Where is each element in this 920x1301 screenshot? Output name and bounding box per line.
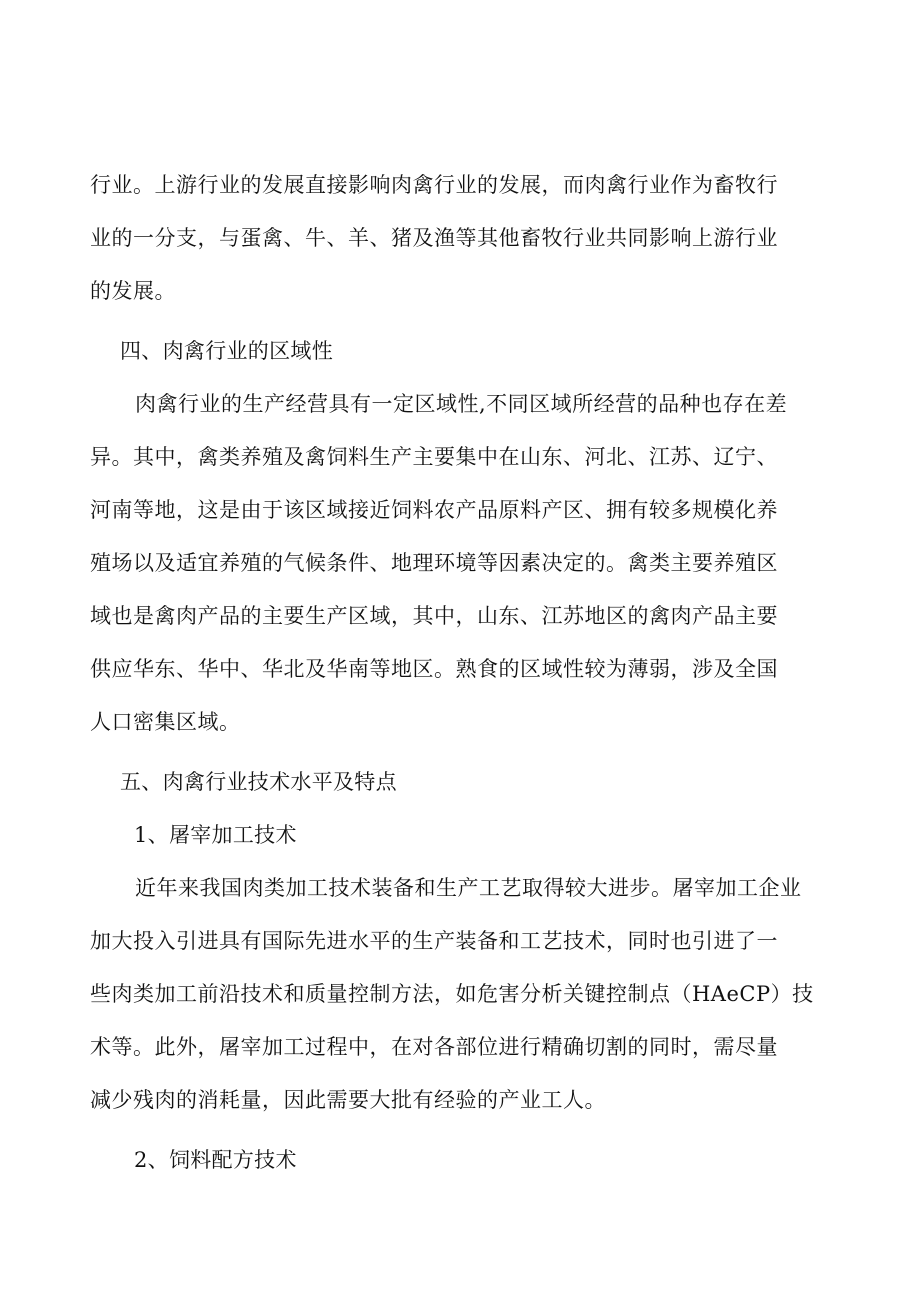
paragraph-line: 的发展。	[90, 279, 176, 303]
paragraph-line: 供应华东、华中、华北及华南等地区。熟食的区域性较为薄弱，涉及全国	[90, 657, 778, 681]
paragraph-line: 河南等地，这是由于该区域接近饲料农产品原料产区、拥有较多规模化养	[90, 498, 778, 522]
paragraph-line: 殖场以及适宜养殖的气候条件、地理环境等因素决定的。禽类主要养殖区	[90, 551, 778, 575]
subsection-heading-feed: 2、饲料配方技术	[134, 1148, 297, 1172]
paragraph-line: 域也是禽肉产品的主要生产区域，其中，山东、江苏地区的禽肉产品主要	[90, 604, 778, 628]
section-heading-regional: 四、肉禽行业的区域性	[120, 339, 333, 363]
paragraph-line: 加大投入引进具有国际先进水平的生产装备和工艺技术，同时也引进了一	[90, 929, 778, 953]
paragraph-line: 人口密集区域。	[90, 710, 241, 734]
subsection-heading-slaughter: 1、屠宰加工技术	[134, 823, 297, 847]
paragraph-line: 行业。上游行业的发展直接影响肉禽行业的发展，而肉禽行业作为畜牧行	[90, 173, 778, 197]
paragraph-line: 业的一分支，与蛋禽、牛、羊、猪及渔等其他畜牧行业共同影响上游行业	[90, 226, 778, 250]
paragraph-line: 近年来我国肉类加工技术装备和生产工艺取得较大进步。屠宰加工企业	[135, 876, 802, 900]
paragraph-line: 减少残肉的消耗量，因此需要大批有经验的产业工人。	[90, 1088, 606, 1112]
section-heading-technology: 五、肉禽行业技术水平及特点	[120, 770, 397, 794]
paragraph-line: 术等。此外，屠宰加工过程中，在对各部位进行精确切割的同时，需尽量	[90, 1035, 778, 1059]
paragraph-line: 些肉类加工前沿技术和质量控制方法，如危害分析关键控制点（HAeCP）技	[90, 982, 814, 1006]
paragraph-line: 肉禽行业的生产经营具有一定区域性,不同区域所经营的品种也存在差	[135, 392, 788, 416]
paragraph-line: 异。其中，禽类养殖及禽饲料生产主要集中在山东、河北、江苏、辽宁、	[90, 445, 778, 469]
